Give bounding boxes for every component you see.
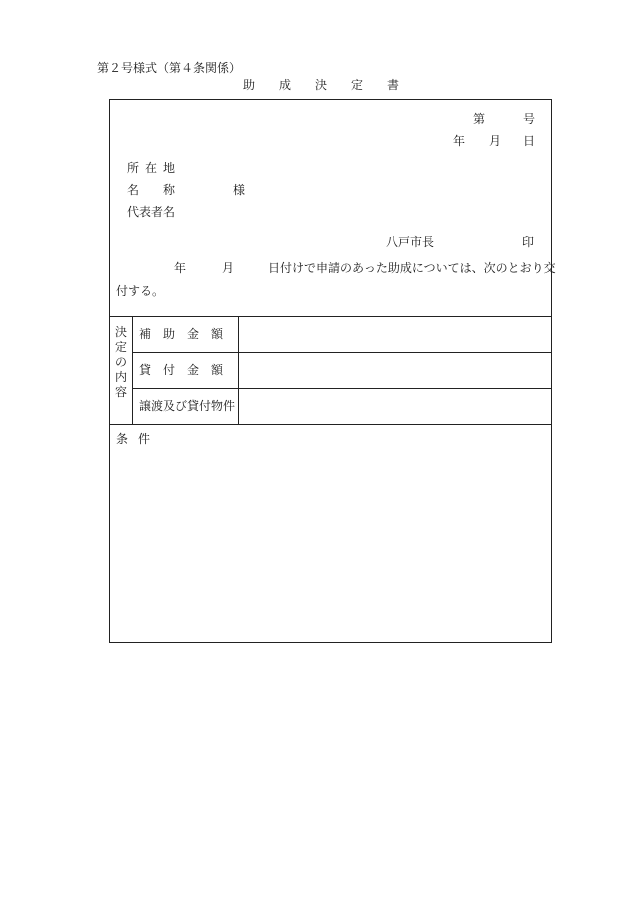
representative-label: 代表者名 — [127, 205, 176, 219]
decision-form — [109, 99, 556, 643]
number-suffix: 号 — [522, 112, 535, 126]
conditions-label: 条件 — [116, 432, 161, 446]
address-label: 所在地 — [127, 161, 182, 175]
transfer-items-label: 譲渡及び貸付物件 — [139, 399, 236, 413]
loan-amount-label: 貸 付 金 額 — [139, 363, 224, 377]
body-month: 月 — [222, 261, 235, 275]
date-year: 年 — [452, 134, 465, 148]
name-label: 名 称 — [127, 183, 176, 197]
table-top-rule — [110, 316, 551, 317]
column-divider — [238, 316, 239, 424]
number-prefix: 第 — [472, 112, 485, 126]
body-year: 年 — [174, 261, 187, 275]
form-number: 第２号様式（第４条関係） — [97, 61, 242, 75]
seal-mark: 印 — [521, 235, 534, 249]
document-title: 助成決定書 — [243, 78, 424, 92]
honorific: 様 — [233, 183, 246, 197]
date-month: 月 — [488, 134, 501, 148]
date-day: 日 — [522, 134, 535, 148]
column-divider — [132, 316, 133, 424]
row-divider — [132, 352, 551, 353]
body-text-line-1: 日付けで申請のあった助成については、次のとおり交 — [268, 261, 556, 275]
body-text-line-2: 付する。 — [116, 284, 165, 298]
issuer: 八戸市長 — [386, 235, 435, 249]
decision-content-label: 決 定 の 内 容 — [114, 325, 127, 399]
subsidy-amount-label: 補 助 金 額 — [139, 327, 224, 341]
table-bottom-rule — [110, 424, 551, 425]
row-divider — [132, 388, 551, 389]
